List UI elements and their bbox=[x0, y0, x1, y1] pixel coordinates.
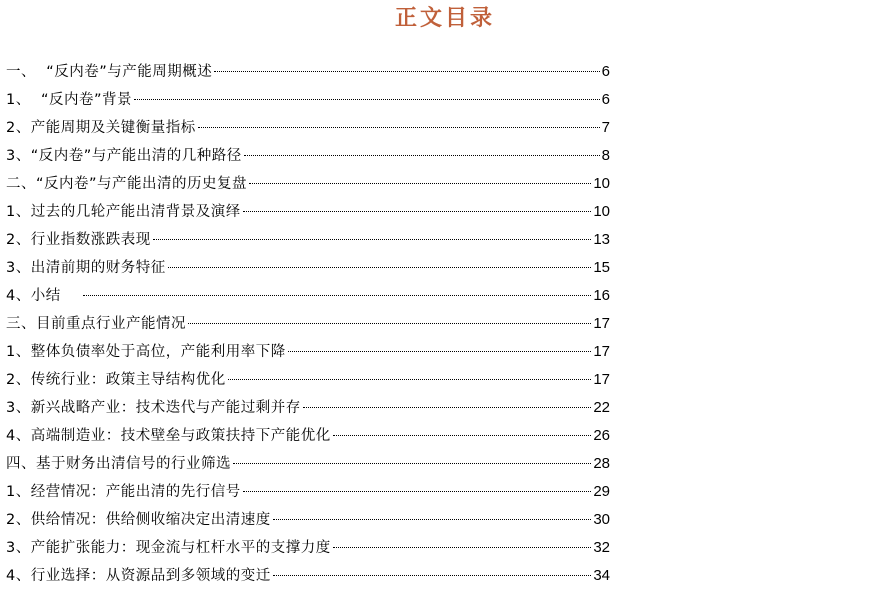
toc-dot-leader bbox=[249, 183, 591, 184]
toc-dot-leader bbox=[244, 155, 600, 156]
toc-page-number: 32 bbox=[593, 539, 610, 556]
toc-entry-label: 2、传统行业：政策主导结构优化 bbox=[6, 372, 226, 388]
toc-entry-label: 1、过去的几轮产能出清背景及演绎 bbox=[6, 204, 241, 220]
toc-entry-label: 3、“反内卷”与产能出清的几种路径 bbox=[6, 148, 242, 164]
toc-dot-leader bbox=[333, 435, 592, 436]
toc-entry[interactable] bbox=[6, 338, 610, 366]
toc-title: 正文目录 bbox=[394, 5, 495, 31]
toc-entry-label: 3、新兴战略产业：技术迭代与产能过剩并存 bbox=[6, 400, 301, 416]
toc-entry[interactable] bbox=[6, 534, 610, 562]
toc-entry-label: 三、目前重点行业产能情况 bbox=[6, 316, 186, 332]
toc-dot-leader bbox=[233, 463, 591, 464]
toc-entry-label: 1、经营情况：产能出清的先行信号 bbox=[6, 484, 241, 500]
toc-entry[interactable] bbox=[6, 226, 610, 254]
toc-list bbox=[6, 58, 610, 590]
toc-entry-label: 1、 “反内卷”背景 bbox=[6, 92, 132, 108]
toc-page-number: 13 bbox=[593, 231, 610, 248]
toc-dot-leader bbox=[243, 491, 592, 492]
toc-dot-leader bbox=[83, 295, 591, 296]
toc-page-number: 15 bbox=[593, 259, 610, 276]
toc-entry-label: 一、 “反内卷”与产能周期概述 bbox=[6, 64, 213, 80]
toc-entry-label: 二、“反内卷”与产能出清的历史复盘 bbox=[6, 176, 248, 192]
toc-entry-label: 4、行业选择：从资源品到多领域的变迁 bbox=[6, 568, 271, 584]
toc-entry-label: 2、行业指数涨跌表现 bbox=[6, 232, 151, 248]
toc-entry[interactable] bbox=[6, 450, 610, 478]
toc-dot-leader bbox=[153, 239, 592, 240]
toc-page-number: 28 bbox=[593, 455, 610, 472]
toc-entry-label: 2、产能周期及关键衡量指标 bbox=[6, 120, 196, 136]
toc-entry-label: 3、产能扩张能力：现金流与杠杆水平的支撑力度 bbox=[6, 540, 331, 556]
toc-page-number: 7 bbox=[601, 119, 610, 136]
toc-entry-label: 四、基于财务出清信号的行业筛选 bbox=[6, 456, 231, 472]
toc-page-number: 26 bbox=[593, 427, 610, 444]
toc-entry[interactable] bbox=[6, 366, 610, 394]
toc-entry[interactable] bbox=[6, 198, 610, 226]
toc-page-number: 29 bbox=[593, 483, 610, 500]
toc-entry-label: 4、高端制造业：技术壁垒与政策扶持下产能优化 bbox=[6, 428, 331, 444]
toc-dot-leader bbox=[168, 267, 592, 268]
toc-dot-leader bbox=[228, 379, 592, 380]
toc-entry[interactable] bbox=[6, 114, 610, 142]
toc-entry-label: 1、整体负债率处于高位，产能利用率下降 bbox=[6, 344, 286, 360]
toc-page-number: 17 bbox=[593, 343, 610, 360]
toc-dot-leader bbox=[134, 99, 600, 100]
toc-entry[interactable] bbox=[6, 478, 610, 506]
toc-entry[interactable] bbox=[6, 282, 610, 310]
toc-entry[interactable] bbox=[6, 58, 610, 86]
toc-entry[interactable] bbox=[6, 394, 610, 422]
toc-page-number: 6 bbox=[601, 63, 610, 80]
toc-page-number: 17 bbox=[593, 315, 610, 332]
toc-entry[interactable] bbox=[6, 86, 610, 114]
toc-entry[interactable] bbox=[6, 310, 610, 338]
toc-entry[interactable] bbox=[6, 506, 610, 534]
toc-entry[interactable] bbox=[6, 142, 610, 170]
toc-entry[interactable] bbox=[6, 254, 610, 282]
toc-dot-leader bbox=[273, 519, 592, 520]
toc-page-number: 8 bbox=[601, 147, 610, 164]
toc-entry-label: 2、供给情况：供给侧收缩决定出清速度 bbox=[6, 512, 271, 528]
toc-dot-leader bbox=[188, 323, 591, 324]
toc-entry[interactable] bbox=[6, 422, 610, 450]
toc-dot-leader bbox=[214, 71, 599, 72]
toc-page-number: 30 bbox=[593, 511, 610, 528]
toc-entry[interactable] bbox=[6, 562, 610, 590]
toc-entry[interactable] bbox=[6, 170, 610, 198]
toc-dot-leader bbox=[333, 547, 592, 548]
toc-page-number: 34 bbox=[593, 567, 610, 584]
toc-page-number: 10 bbox=[593, 203, 610, 220]
toc-page-number: 17 bbox=[593, 371, 610, 388]
toc-page-number: 16 bbox=[593, 287, 610, 304]
toc-dot-leader bbox=[288, 351, 592, 352]
toc-page-number: 6 bbox=[601, 91, 610, 108]
toc-dot-leader bbox=[198, 127, 600, 128]
toc-dot-leader bbox=[303, 407, 592, 408]
toc-entry-label: 3、出清前期的财务特征 bbox=[6, 260, 166, 276]
toc-dot-leader bbox=[243, 211, 592, 212]
toc-page-number: 22 bbox=[593, 399, 610, 416]
toc-page-number: 10 bbox=[593, 175, 610, 192]
toc-dot-leader bbox=[273, 575, 592, 576]
toc-entry-label: 4、小结 bbox=[6, 288, 82, 304]
